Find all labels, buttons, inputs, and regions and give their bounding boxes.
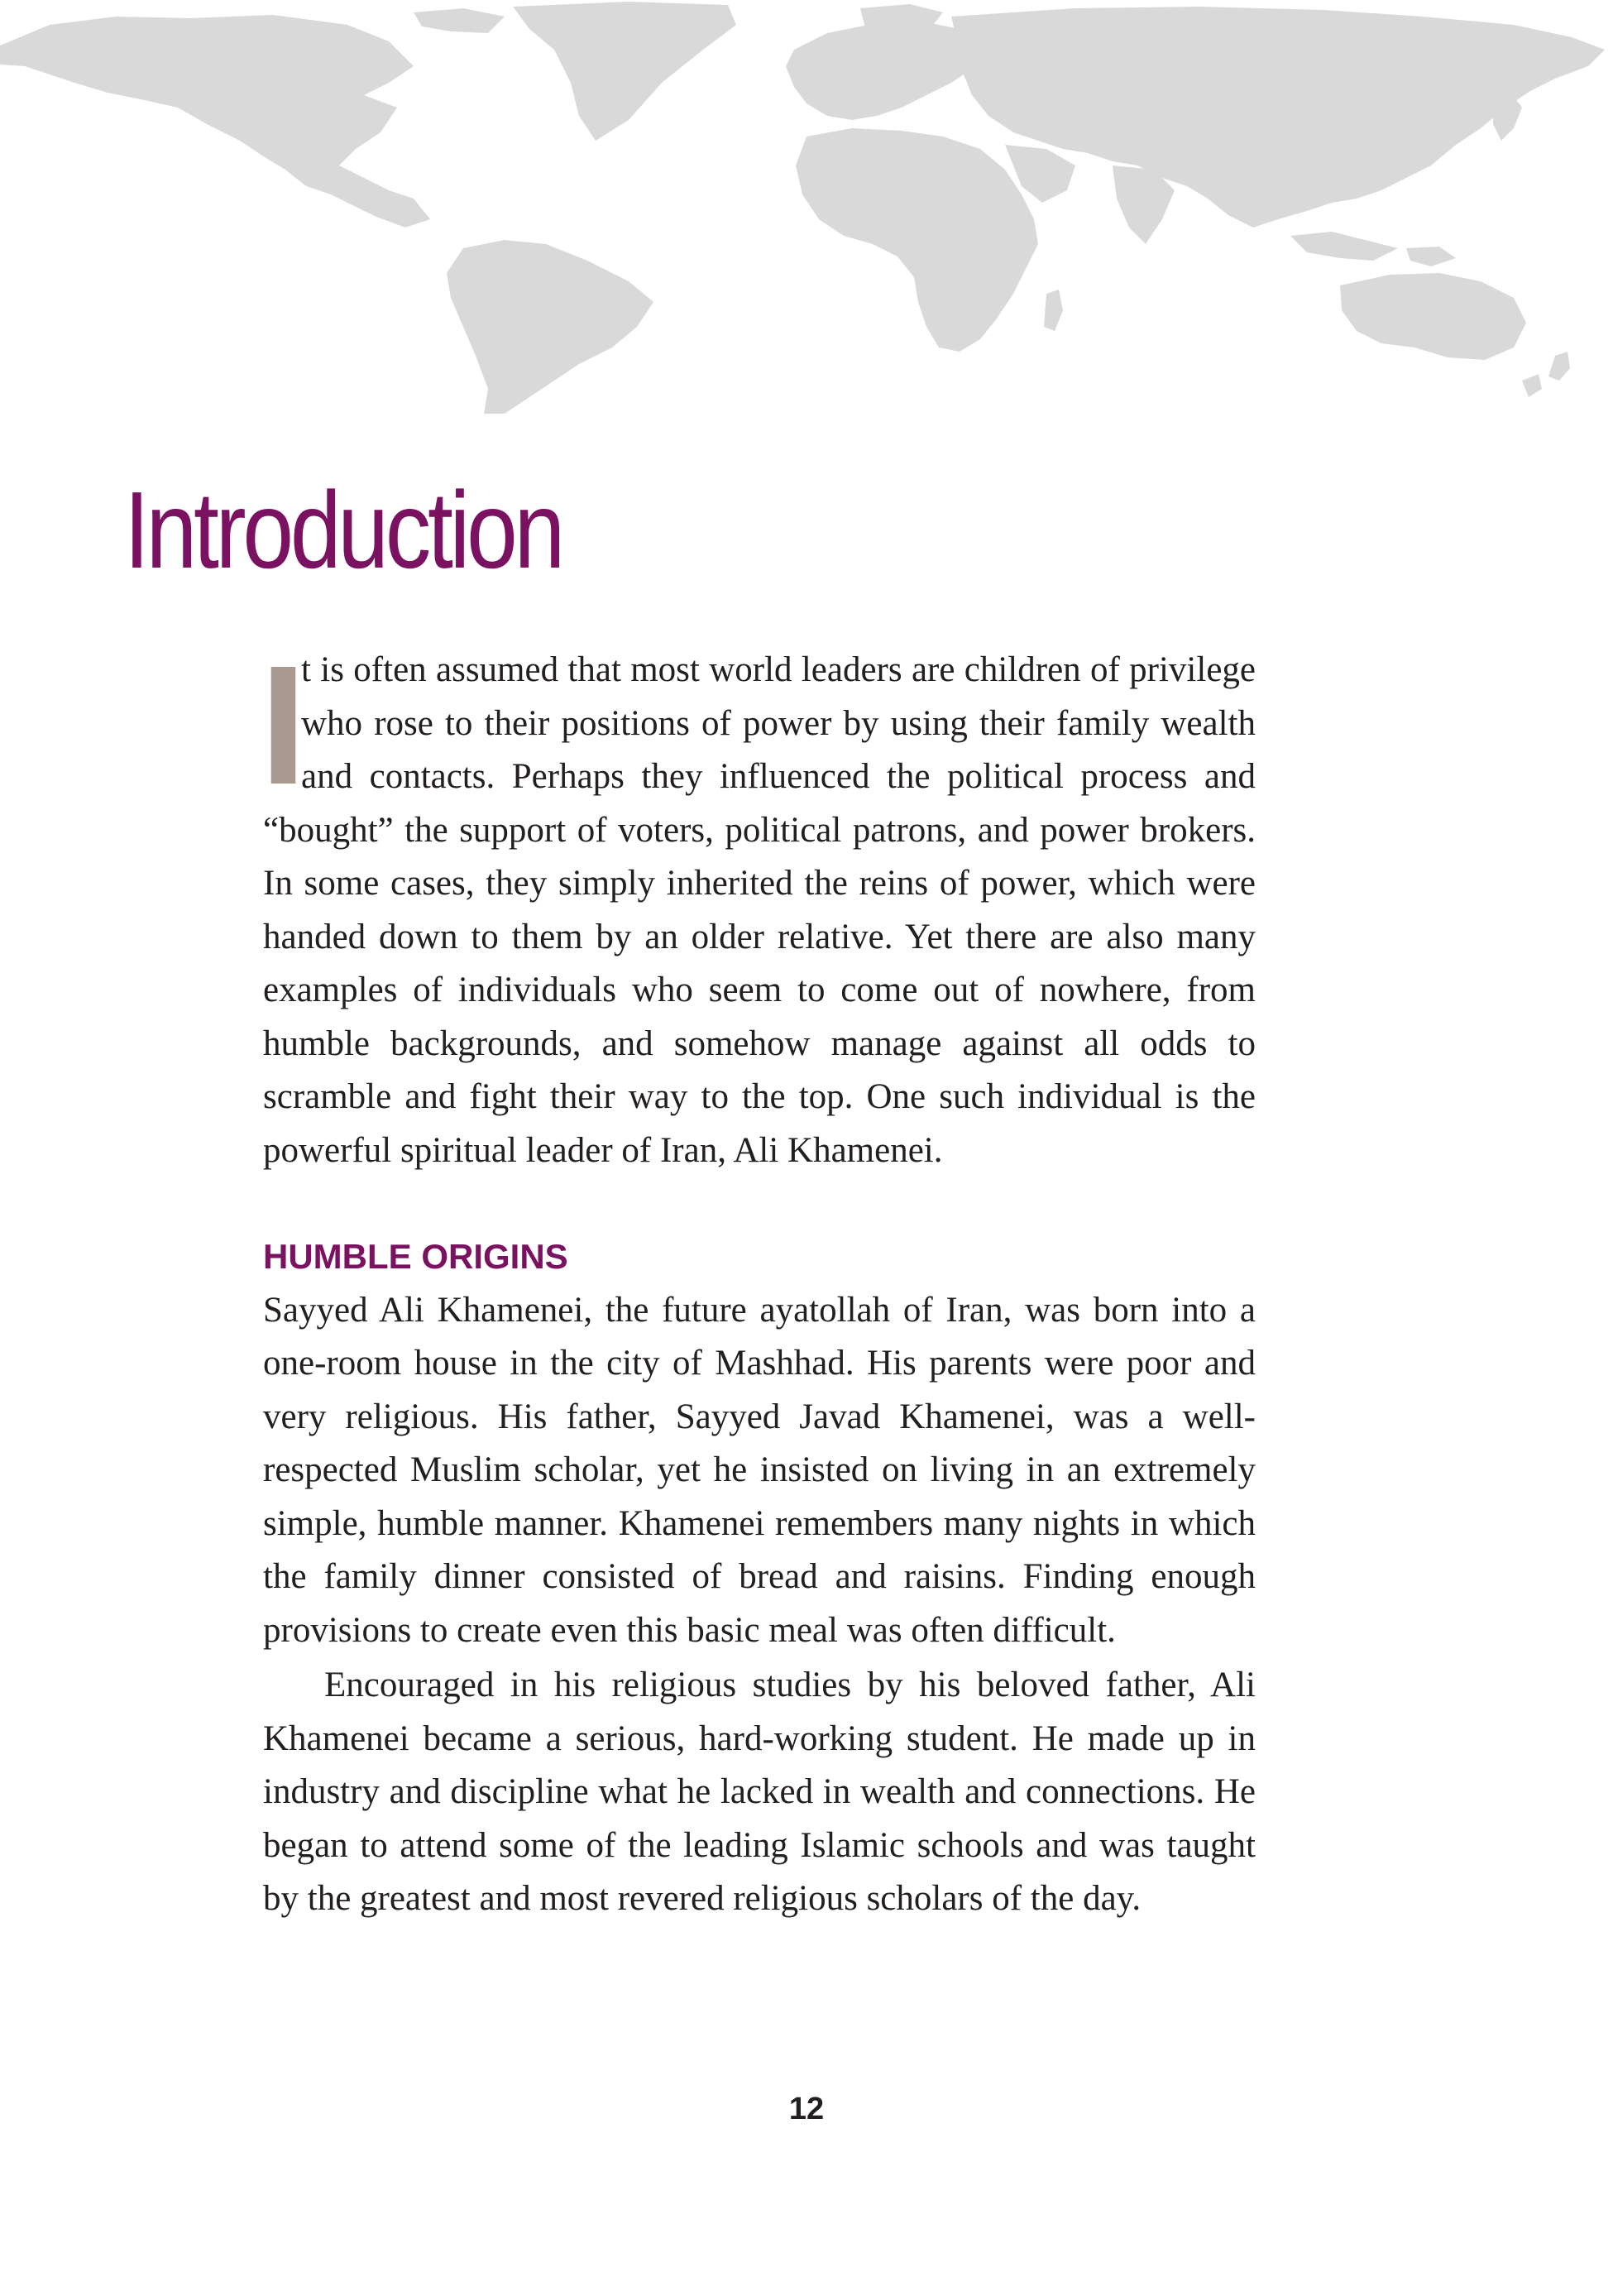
world-map-icon — [0, 0, 1613, 414]
drop-cap: I — [260, 630, 307, 820]
intro-text: t is often assumed that most world leaders are children of privilege who rose to their positions of power by using their family wealth and contacts. Perhaps they influenced the political process and “bought” the support of voters, political patrons, and power brokers. In some cases, they simply inherited the reins of power, which were handed down to them by an older relative. Yet there are also many examples of individuals who seem to come out of nowhere, from humble backgrounds, and somehow manage against all odds to scramble and fight their way to the top. One such individual is the powerful spiritual leader of Iran, Ali Khamenei. — [263, 650, 1256, 1170]
page-title: Introduction — [124, 469, 562, 591]
section-heading: HUMBLE ORIGINS — [263, 1237, 568, 1276]
intro-paragraph — [260, 630, 1256, 1177]
page-number: 12 — [788, 2092, 825, 2126]
article-body — [260, 630, 1256, 1926]
paragraph: Encouraged in his religious studies by his beloved father, Ali Khamenei became a serious, hard-working student. He made up in industry and discipline what he lacked in wealth and connections. He began to attend some of the leading Islamic schools and was taught by the greatest and most revered religious scholars of the day. — [263, 1666, 1256, 1918]
paragraph: Sayyed Ali Khamenei, the future ayatollah of Iran, was born into a one-room house in the city of Mashhad. His parents were poor and very religious. His father, Sayyed Javad Khamenei, was a well-respected Muslim scholar, yet he insisted on living in an extremely simple, humble manner. Khamenei remembers many nights in which the family dinner consisted of bread and raisins. Finding enough provisions to create even this basic meal was often difficult. — [263, 1290, 1256, 1650]
